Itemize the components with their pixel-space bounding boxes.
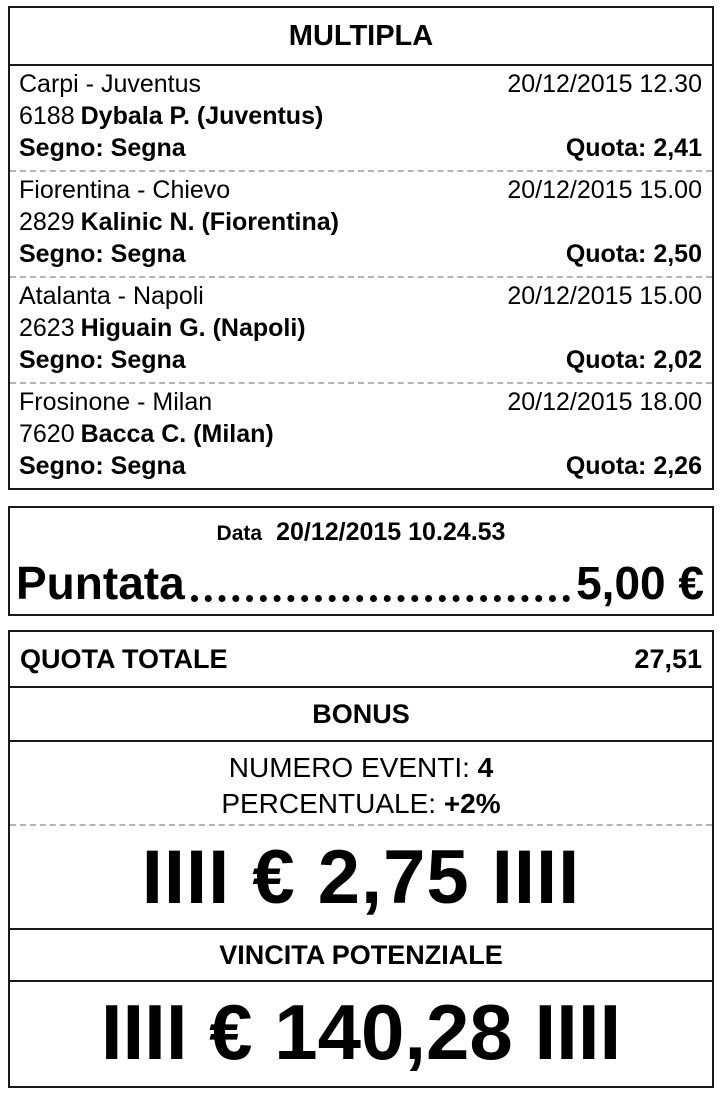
numero-eventi-value: 4 bbox=[477, 752, 494, 783]
event-row bbox=[10, 172, 712, 278]
quota-totale-value: 27,51 bbox=[634, 643, 702, 674]
event-quota: Quota: 2,50 bbox=[565, 240, 702, 268]
event-code: 7620 bbox=[19, 420, 75, 448]
multipla-title: MULTIPLA bbox=[10, 8, 712, 66]
event-code: 6188 bbox=[19, 102, 75, 130]
percentuale-label: PERCENTUALE: bbox=[221, 788, 437, 819]
event-quota: Quota: 2,02 bbox=[565, 346, 702, 374]
event-player: Kalinic N. (Fiorentina) bbox=[80, 208, 339, 236]
event-row bbox=[10, 66, 712, 172]
event-row bbox=[10, 278, 712, 384]
multipla-panel bbox=[8, 6, 714, 490]
event-segno: Segno: Segna bbox=[19, 452, 186, 480]
event-quota: Quota: 2,26 bbox=[565, 452, 702, 480]
stake-row bbox=[16, 556, 704, 610]
ticket-date bbox=[10, 518, 712, 547]
percentuale-line bbox=[10, 786, 712, 822]
quota-totale-label: QUOTA TOTALE bbox=[20, 643, 228, 674]
event-segno: Segno: Segna bbox=[19, 346, 186, 374]
date-value: 20/12/2015 10.24.53 bbox=[276, 518, 506, 546]
event-match: Atalanta - Napoli bbox=[19, 282, 204, 310]
event-segno: Segno: Segna bbox=[19, 240, 186, 268]
event-datetime: 20/12/2015 15.00 bbox=[507, 282, 702, 310]
date-label: Data bbox=[216, 522, 263, 545]
numero-eventi-line bbox=[10, 750, 712, 786]
vincita-title: VINCITA POTENZIALE bbox=[10, 930, 712, 982]
stake-label: Puntata bbox=[16, 557, 185, 609]
quota-totale-row bbox=[10, 632, 712, 688]
bonus-info bbox=[10, 742, 712, 826]
puntata-panel bbox=[8, 506, 714, 616]
bonus-title: BONUS bbox=[10, 688, 712, 742]
numero-eventi-label: NUMERO EVENTI: bbox=[228, 752, 470, 783]
event-player: Bacca C. (Milan) bbox=[80, 420, 274, 448]
event-datetime: 20/12/2015 18.00 bbox=[507, 388, 702, 416]
event-quota: Quota: 2,41 bbox=[565, 134, 702, 162]
event-row bbox=[10, 384, 712, 490]
bonus-amount: IIII € 2,75 IIII bbox=[10, 826, 712, 930]
percentuale-value: +2% bbox=[443, 788, 501, 819]
event-datetime: 20/12/2015 15.00 bbox=[507, 176, 702, 204]
event-match: Frosinone - Milan bbox=[19, 388, 213, 416]
event-match: Fiorentina - Chievo bbox=[19, 176, 231, 204]
event-match: Carpi - Juventus bbox=[19, 70, 202, 98]
event-segno: Segno: Segna bbox=[19, 134, 186, 162]
event-player: Higuain G. (Napoli) bbox=[80, 314, 306, 342]
event-code: 2623 bbox=[19, 314, 75, 342]
dot-leader bbox=[191, 571, 570, 602]
vincita-amount: IIII € 140,28 IIII bbox=[100, 987, 622, 1076]
event-player: Dybala P. (Juventus) bbox=[80, 102, 324, 130]
event-datetime: 20/12/2015 12.30 bbox=[507, 70, 702, 98]
totals-panel bbox=[8, 630, 714, 1088]
event-code: 2829 bbox=[19, 208, 75, 236]
stake-value: 5,00 € bbox=[576, 557, 704, 609]
